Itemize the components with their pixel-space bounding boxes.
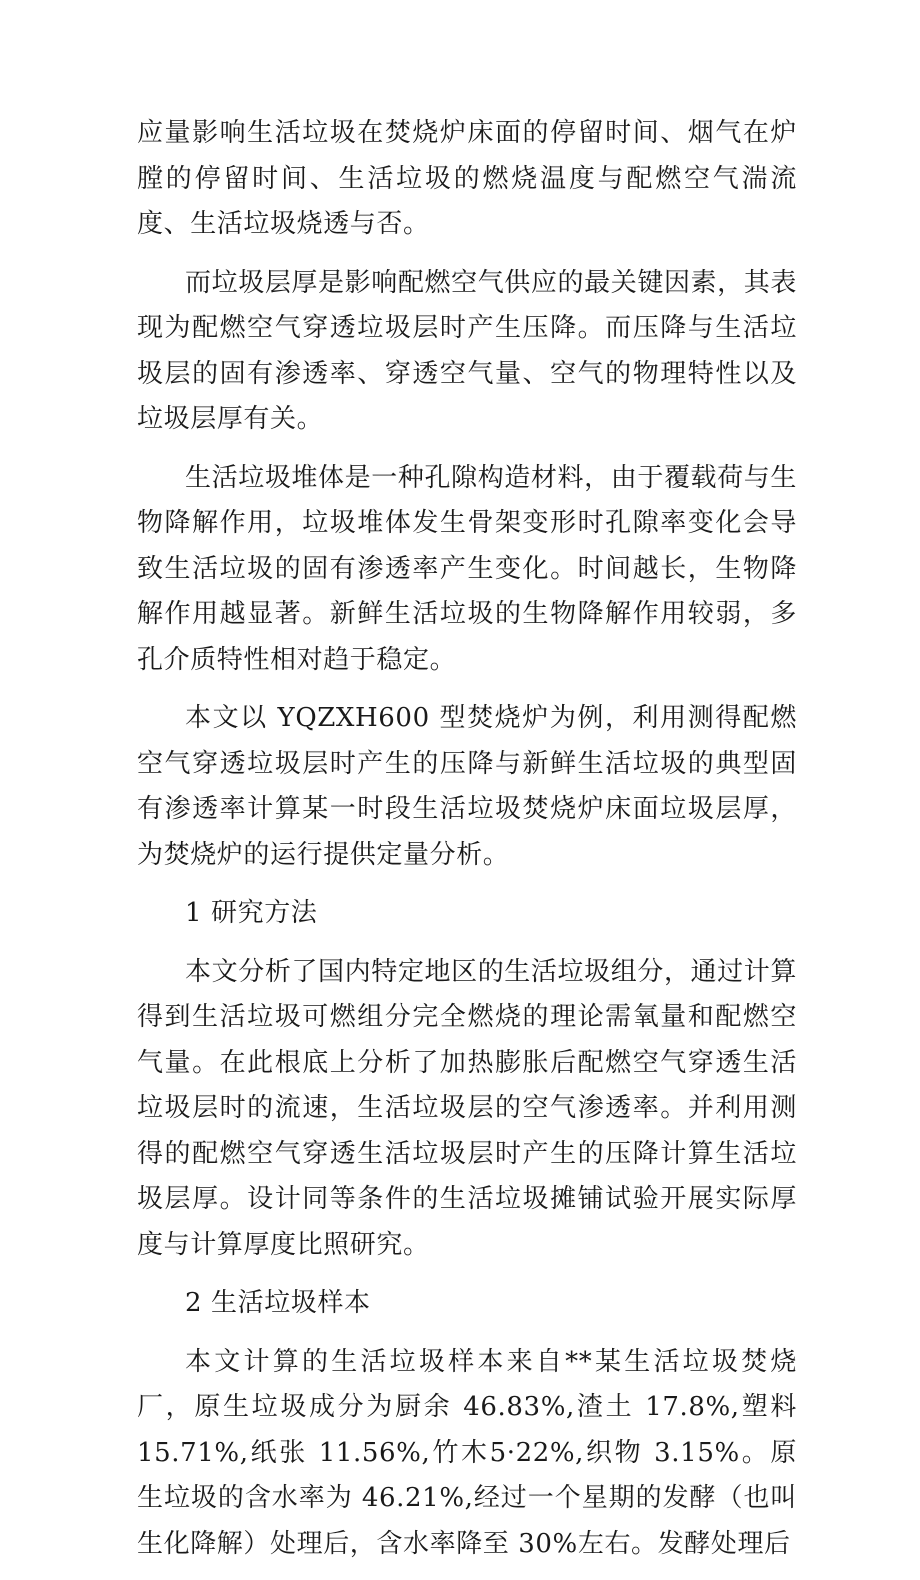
paragraph-methods: 本文分析了国内特定地区的生活垃圾组分，通过计算得到生活垃圾可燃组分完全燃烧的理论需氧量和配燃空气量。在此根底上分析了加热膨胀后配燃空气穿透生活垃圾层时的流速，生活垃圾层的空气渗透率。并利用测得的配燃空气穿透生活垃圾层时产生的压降计算生活垃圾层厚。设计同等条件的生活垃圾摊铺试验开展实际厚度与计算厚度比照研究。 — [137, 956, 797, 1260]
paragraph-waste-pile: 生活垃圾堆体是一种孔隙构造材料，由于覆载荷与生物降解作用，垃圾堆体发生骨架变形时孔隙率变化会导致生活垃圾的固有渗透率产生变化。时间越长，生物降解作用越显著。新鲜生活垃圾的生物降解作用较弱，多孔介质特性相对趋于稳定。 — [137, 462, 797, 675]
section-heading-samples: 2 生活垃圾样本 — [185, 1288, 371, 1318]
paragraph-samples: 本文计算的生活垃圾样本来自**某生活垃圾焚烧厂，原生垃圾成分为厨余 46.83%,渣土 17.8%,塑料 15.71%,纸张 11.56%,竹木5·22%,织物 3.15%。原生垃圾的含水率为 46.21%,经过一个星期的发酵（也叫生化降解）处理后，含水率降至 30%左右。发酵处理后 — [137, 1346, 797, 1559]
section-heading-methods: 1 研究方法 — [185, 898, 318, 928]
paragraph-layer-thickness: 而垃圾层厚是影响配燃空气供应的最关键因素，其表现为配燃空气穿透垃圾层时产生压降。而压降与生活垃圾层的固有渗透率、穿透空气量、空气的物理特性以及垃圾层厚有关。 — [137, 267, 797, 434]
paragraph-study-purpose: 本文以 YQZXH600 型焚烧炉为例，利用测得配燃空气穿透垃圾层时产生的压降与新鲜生活垃圾的典型固有渗透率计算某一时段生活垃圾焚烧炉床面垃圾层厚，为焚烧炉的运行提供定量分析。 — [137, 703, 797, 870]
document-body — [137, 111, 797, 1580]
paragraph-continued: 应量影响生活垃圾在焚烧炉床面的停留时间、烟气在炉膛的停留时间、生活垃圾的燃烧温度与配燃空气湍流度、生活垃圾烧透与否。 — [137, 118, 797, 239]
